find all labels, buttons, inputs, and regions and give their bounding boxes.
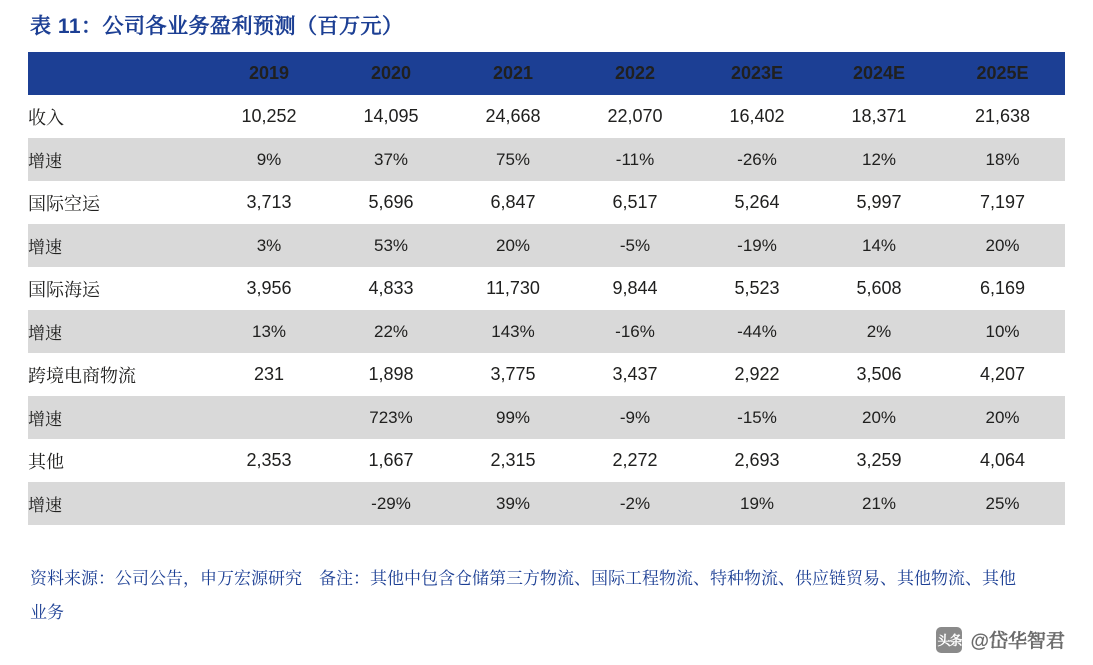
cell-value: 3,437 xyxy=(574,353,696,396)
cell-value: 2,315 xyxy=(452,439,574,482)
cell-value: -19% xyxy=(696,224,818,267)
table-header-row xyxy=(28,52,1065,95)
row-label: 增速 xyxy=(28,310,208,353)
table-row xyxy=(28,95,1065,138)
row-label: 增速 xyxy=(28,396,208,439)
cell-value: 20% xyxy=(940,396,1065,439)
table-row xyxy=(28,224,1065,267)
cell-value: 143% xyxy=(452,310,574,353)
table-body xyxy=(28,95,1065,525)
cell-value: 9,844 xyxy=(574,267,696,310)
cell-value: 6,169 xyxy=(940,267,1065,310)
cell-value: 13% xyxy=(208,310,330,353)
cell-value: 2,272 xyxy=(574,439,696,482)
cell-value: 2,353 xyxy=(208,439,330,482)
cell-value: 20% xyxy=(818,396,940,439)
cell-value: 1,667 xyxy=(330,439,452,482)
cell-value: 4,064 xyxy=(940,439,1065,482)
column-header-2022: 2022 xyxy=(574,52,696,95)
watermark-text: @岱华智君 xyxy=(970,631,1065,652)
cell-value xyxy=(208,396,330,439)
cell-value: -44% xyxy=(696,310,818,353)
cell-value: -29% xyxy=(330,482,452,525)
cell-value xyxy=(208,482,330,525)
table-row xyxy=(28,439,1065,482)
cell-value: 5,696 xyxy=(330,181,452,224)
cell-value: 2,922 xyxy=(696,353,818,396)
cell-value: 4,833 xyxy=(330,267,452,310)
cell-value: -11% xyxy=(574,138,696,181)
row-label: 收入 xyxy=(28,95,208,138)
cell-value: 53% xyxy=(330,224,452,267)
cell-value: 39% xyxy=(452,482,574,525)
page-title: 表 11：公司各业务盈利预测（百万元） xyxy=(30,15,404,38)
cell-value: 5,997 xyxy=(818,181,940,224)
source-footnote: 资料来源：公司公告，申万宏源研究 备注：其他中包含仓储第三方物流、国际工程物流、特种物流、供应链贸易、其他物流、其他业务 xyxy=(30,569,1016,622)
cell-value: 3,713 xyxy=(208,181,330,224)
row-label: 增速 xyxy=(28,138,208,181)
cell-value: 21,638 xyxy=(940,95,1065,138)
cell-value: 3% xyxy=(208,224,330,267)
row-label: 国际空运 xyxy=(28,181,208,224)
column-header-label xyxy=(28,52,208,95)
financial-forecast-table xyxy=(28,52,1065,525)
cell-value: 5,608 xyxy=(818,267,940,310)
cell-value: 5,523 xyxy=(696,267,818,310)
cell-value: 6,847 xyxy=(452,181,574,224)
cell-value: 20% xyxy=(940,224,1065,267)
table-row xyxy=(28,138,1065,181)
table-row xyxy=(28,353,1065,396)
cell-value: 16,402 xyxy=(696,95,818,138)
cell-value: 18% xyxy=(940,138,1065,181)
cell-value: 24,668 xyxy=(452,95,574,138)
table-row xyxy=(28,482,1065,525)
column-header-2023e: 2023E xyxy=(696,52,818,95)
table-header xyxy=(28,52,1065,95)
cell-value: 231 xyxy=(208,353,330,396)
cell-value: 10% xyxy=(940,310,1065,353)
cell-value: 5,264 xyxy=(696,181,818,224)
cell-value: -9% xyxy=(574,396,696,439)
cell-value: 75% xyxy=(452,138,574,181)
cell-value: 20% xyxy=(452,224,574,267)
column-header-2024e: 2024E xyxy=(818,52,940,95)
cell-value: 7,197 xyxy=(940,181,1065,224)
cell-value: 1,898 xyxy=(330,353,452,396)
cell-value: 3,259 xyxy=(818,439,940,482)
table-row xyxy=(28,181,1065,224)
column-header-2021: 2021 xyxy=(452,52,574,95)
cell-value: 14,095 xyxy=(330,95,452,138)
cell-value: 10,252 xyxy=(208,95,330,138)
row-label: 其他 xyxy=(28,439,208,482)
cell-value: -15% xyxy=(696,396,818,439)
cell-value: 25% xyxy=(940,482,1065,525)
table-row xyxy=(28,267,1065,310)
cell-value: -16% xyxy=(574,310,696,353)
cell-value: -5% xyxy=(574,224,696,267)
column-header-2025e: 2025E xyxy=(940,52,1065,95)
cell-value: 3,506 xyxy=(818,353,940,396)
cell-value: 11,730 xyxy=(452,267,574,310)
row-label: 国际海运 xyxy=(28,267,208,310)
cell-value: 2% xyxy=(818,310,940,353)
cell-value: 2,693 xyxy=(696,439,818,482)
row-label: 跨境电商物流 xyxy=(28,353,208,396)
cell-value: 19% xyxy=(696,482,818,525)
cell-value: 3,775 xyxy=(452,353,574,396)
cell-value: -2% xyxy=(574,482,696,525)
cell-value: 14% xyxy=(818,224,940,267)
cell-value: 6,517 xyxy=(574,181,696,224)
cell-value: 22,070 xyxy=(574,95,696,138)
column-header-2020: 2020 xyxy=(330,52,452,95)
cell-value: 37% xyxy=(330,138,452,181)
cell-value: 9% xyxy=(208,138,330,181)
cell-value: 22% xyxy=(330,310,452,353)
cell-value: 4,207 xyxy=(940,353,1065,396)
table-row xyxy=(28,310,1065,353)
column-header-2019: 2019 xyxy=(208,52,330,95)
row-label: 增速 xyxy=(28,482,208,525)
cell-value: 18,371 xyxy=(818,95,940,138)
watermark xyxy=(936,626,1065,653)
cell-value: 99% xyxy=(452,396,574,439)
cell-value: -26% xyxy=(696,138,818,181)
table-row xyxy=(28,396,1065,439)
cell-value: 21% xyxy=(818,482,940,525)
cell-value: 3,956 xyxy=(208,267,330,310)
toutiao-logo-icon: 头条 xyxy=(936,627,962,653)
row-label: 增速 xyxy=(28,224,208,267)
cell-value: 12% xyxy=(818,138,940,181)
cell-value: 723% xyxy=(330,396,452,439)
